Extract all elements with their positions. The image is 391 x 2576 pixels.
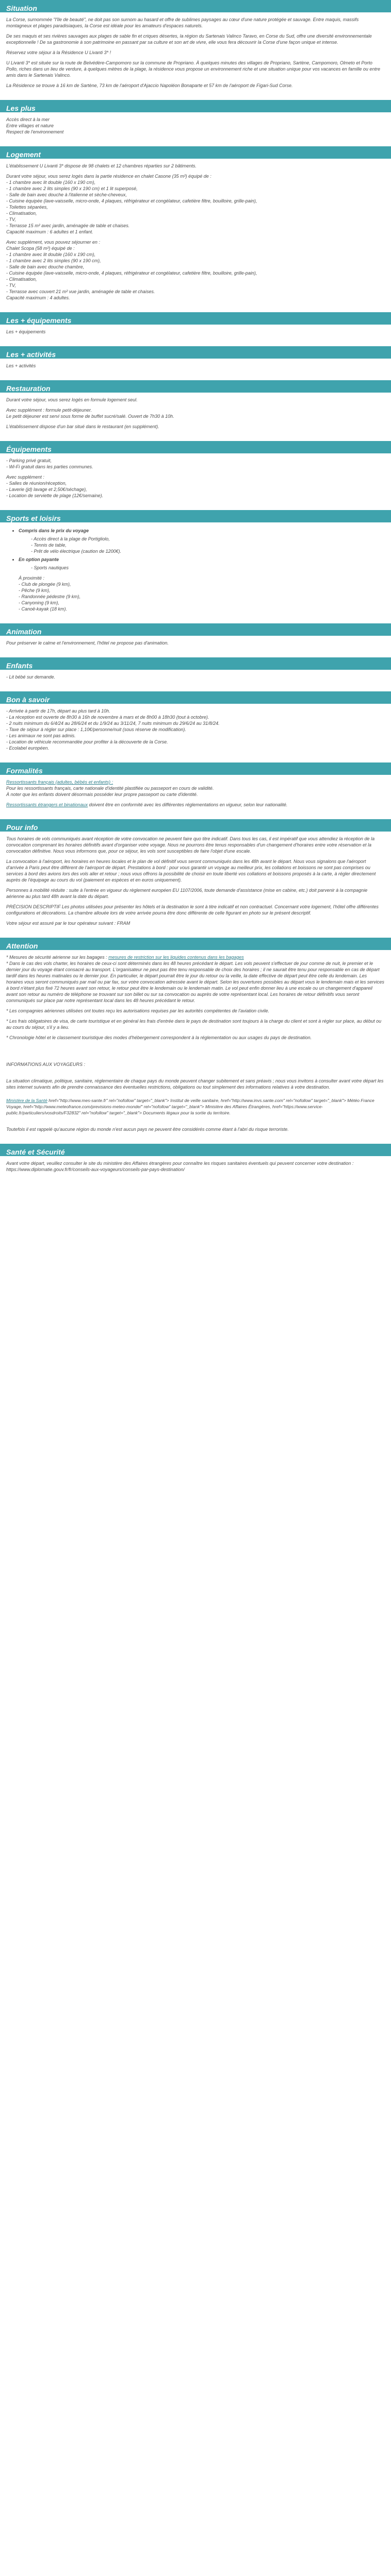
liquids-restriction-link[interactable]: mesures de restriction sur les liquides contenus dans les bagages: [108, 955, 244, 960]
list-item: - TV,: [6, 217, 16, 222]
situation-paragraph: La Corse, surnommée "l'île de beauté", ne doit pas son surnom au hasard et offre de sublimes paysages au cœur d'une nature protégée et sauvage. Entre maquis, massifs montagneux et plages paradisiaques, la Corse est idéale pour les amateurs d'espaces naturels.: [6, 17, 359, 28]
list-item: Capacité maximum : 4 adultes.: [6, 295, 70, 300]
logement-scopa-title: Chalet Scopa (58 m²) équipé de :: [6, 246, 75, 251]
section-title-restauration: Restauration: [0, 380, 391, 393]
section-bon-a-savoir: [0, 691, 391, 762]
list-item: - Arrivée à partir de 17h, départ au plus tard à 10h.: [6, 708, 110, 714]
activites-plus-text: Les + activités: [6, 363, 36, 368]
section-formalites: [0, 762, 391, 819]
list-item: - Terrasse avec couvert 21 m² vue jardin, aménagée de table et chaises.: [6, 289, 155, 294]
list-item: - Cuisine équipée (lave-vaisselle, micro-onde, 4 plaques, réfrigérateur et congélateur, cafetière filtre, bouilloire, grille-pain),: [6, 270, 257, 276]
logement-casone-list: [6, 179, 385, 235]
section-title-equipements: Équipements: [0, 441, 391, 453]
attention-paragraph: * Les compagnies aériennes utilisées ont toutes reçu les autorisations requises par les autorités compétentes de l'aviation civile.: [6, 1008, 269, 1013]
section-animation: [0, 623, 391, 657]
restauration-paragraph: Avec supplément : formule petit-déjeuner.: [6, 408, 92, 413]
section-pour-info: [0, 819, 391, 938]
section-restauration: [0, 380, 391, 441]
formalites-paragraph: Pour les ressortissants français, carte nationale d'identité plastifiée ou passeport en cours de validité.: [6, 786, 214, 791]
list-item: - Climatisation,: [6, 277, 37, 282]
attention-paragraph: Toutefois il est rappelé qu'aucune région du monde n'est aucun pays ne peuvent être considérés comme étant à l'abri du risque terroriste.: [6, 1127, 289, 1132]
situation-paragraph: De ses maquis et ses rivières sauvages aux plages de sable fin et criques désertes, la région du Sartenais Valinco Taravo, en Corse du Sud, offre une diversité environnementale exceptionnelle ! De sa gastronomie à son patrimoine en passant par sa culture et son art de vivre, elle vous fera découvrir la Corse d'une façon unique et intense.: [6, 33, 372, 45]
section-logement: [0, 146, 391, 312]
list-item: - Ecolabel européen.: [6, 745, 50, 751]
sports-group-paid: [19, 556, 385, 571]
logement-scopa-list: [6, 251, 385, 301]
travellers-info-title: INFORMATIONS AUX VOYAGEURS :: [6, 1062, 86, 1067]
plus-item: Entre villages et nature: [6, 123, 54, 128]
list-item: - Salles de réunion/réception,: [6, 481, 67, 486]
section-title-sante: Santé et Sécurité: [0, 1144, 391, 1156]
section-title-plus: Les plus: [0, 100, 391, 112]
list-item: - Laverie (jd) lavage et 2,50€/séchage),: [6, 487, 87, 492]
list-item: - Climatisation,: [6, 211, 37, 216]
list-item: Capacité maximum : 6 adultes et 1 enfant.: [6, 229, 93, 234]
sports-groups: [6, 528, 385, 571]
list-item: - TV,: [6, 283, 16, 288]
logement-casone-title: Durant votre séjour, vous serez logés dans la partie résidence en chalet Casone (35 m²) équipé de :: [6, 174, 211, 179]
section-plus: [0, 100, 391, 146]
situation-paragraph: La Résidence se trouve à 16 km de Sartène, 73 km de l'aéroport d'Ajaccio Napoléon Bonaparte et 57 km de l'aéroport de Figari-Sud Corse.: [6, 83, 293, 88]
section-title-equipements-plus: Les + équipements: [0, 312, 391, 325]
product-description-page: [0, 0, 391, 1184]
list-item: - Pêche (9 km),: [19, 588, 51, 593]
section-title-info: Pour info: [0, 819, 391, 832]
section-activites-plus: [0, 346, 391, 380]
formalites-foreign-link[interactable]: Ressortissants étrangers et binationaux: [6, 802, 88, 807]
list-item: - Salle de bain avec douche à l'italienne et sèche-cheveux,: [6, 192, 127, 197]
animation-text: Pour préserver le calme et l'environnement, l'hôtel ne propose pas d'animation.: [6, 640, 169, 646]
plus-item: Accès direct à la mer: [6, 117, 50, 122]
plus-item: Respect de l'environnement: [6, 129, 64, 134]
list-item: - 1 chambre avec lit double (160 x 190 cm),: [6, 252, 96, 257]
sports-group-title: Compris dans le prix du voyage: [19, 528, 89, 533]
section-enfants: [0, 657, 391, 691]
logement-intro: L'établissement U Livanti 3* dispose de 98 chalets et 12 chambres réparties sur 2 bâtiments.: [6, 163, 197, 168]
restauration-paragraph: Le petit déjeuner est servi sous forme de buffet sucré/salé. Ouvert de 7h30 à 10h.: [6, 414, 174, 419]
ministry-health-link[interactable]: Ministère de la Santé: [6, 1098, 47, 1103]
list-item: - Tennis de table,: [31, 543, 67, 548]
attention-paragraph: * Mesures de sécurité aérienne sur les bagages :: [6, 955, 107, 960]
list-item: - Cuisine équipée (lave-vaisselle, micro-onde, 4 plaques, réfrigérateur et congélateur, cafetière filtre, bouilloire, grille-pain),: [6, 198, 257, 204]
list-item: - Terrasse 15 m² avec jardin, aménagée de table et chaises.: [6, 223, 130, 228]
section-title-formalites: Formalités: [0, 762, 391, 775]
section-attention: [0, 938, 391, 1144]
section-sports-loisirs: [0, 510, 391, 623]
list-item: - Sports nautiques: [31, 565, 69, 570]
info-operator: Votre séjour est assuré par le tour opérateur suivant : FRAM: [6, 921, 131, 926]
equipements-plus-text: Les + équipements: [6, 329, 46, 334]
attention-paragraph: * Les frais obligatoires de visa, de carte touristique et en général les frais d'entrée dans le pays de destination sont toujours à la charge du client et sont à régler sur place, au début ou au cours du séjour, s'il y a lieu.: [6, 1019, 382, 1030]
section-title-activites-plus: Les + activités: [0, 346, 391, 359]
list-item: - Location de véhicule recommandée pour profiter à la découverte de la Corse.: [6, 739, 168, 744]
section-sante-securite: [0, 1144, 391, 1184]
list-item: - Wi-Fi gratuit dans les parties communes.: [6, 464, 93, 469]
section-title-situation: Situation: [0, 0, 391, 12]
restauration-paragraph: Durant votre séjour, vous serez logés en formule logement seul.: [6, 397, 138, 402]
situation-paragraph: Réservez votre séjour à la Résidence U Livanti 3* !: [6, 50, 111, 55]
formalites-paragraph: doivent être en conformité avec les différentes réglementations en vigueur, selon leur nationalité.: [89, 802, 288, 807]
situation-paragraph: U Livanti 3* est située sur la route de Belvédère-Campomoro sur la commune de Propriano. À quelques minutes des villages de Propriano, Sartène, Campomoro, Olmeto et Porto Pollo, riches dans un lieu de verdure, à quelques mètres de la plage, la résidence vous propose un environnement riche et une situation unique pour vos vacances en famille ou entre amis dans le Sartenais Valinco.: [6, 60, 380, 78]
list-item: - La réception est ouverte de 8h30 à 16h de novembre à mars et de 8h00 à 18h30 (tout à octobre).: [6, 715, 209, 720]
list-item: - Taxe de séjour à régler sur place : 1,10€/personne/nuit (sous réserve de modification).: [6, 727, 186, 732]
list-item: - Toilettes séparées,: [6, 205, 48, 210]
section-equipements: [0, 441, 391, 510]
equipements-supplement: Avec supplément :: [6, 474, 44, 480]
list-item: - Accès direct à la plage de Portigliolo,: [31, 536, 110, 541]
list-item: - 1 chambre avec 2 lits simples (90 x 190 cm),: [6, 258, 101, 263]
list-item: - Prêt de vélo électrique (caution de 1200€).: [31, 549, 122, 554]
attention-paragraph: * Chronologie hôtel et le classement touristique des modes d'hébergement correspondent à la réglementation ou aux usages du pays de destination.: [6, 1035, 312, 1040]
restauration-paragraph: L'établissement dispose d'un bar situé dans le restaurant (en supplément).: [6, 424, 159, 429]
list-item: - Canoë-kayak (18 km).: [19, 606, 68, 612]
list-item: - 2 nuits minimum du 6/4/24 au 28/6/24 et du 1/9/24 au 3/11/24, 7 nuits minimum du 29/6/24 au 31/8/24.: [6, 721, 220, 726]
section-title-sports: Sports et loisirs: [0, 510, 391, 522]
info-paragraph: PRÉCISION DESCRIPTIF Les photos utilisées pour présenter les hôtels et la destination le sont à titre indicatif et non contractuel. Concernant votre logement, l'hôtel offre différentes configurations et décorations. La chambre allouée lors de votre arrivée pourra être donc différente de celle figurant en photo sur le présent descriptif.: [6, 904, 379, 916]
formalites-french-link[interactable]: Ressortissants français (adultes, bébés et enfants) :: [6, 779, 113, 785]
attention-paragraph: * Dans le cas des vols charter, les horaires de ceux-ci sont déterminés dans les 48 heures précédant le départ. Les vols peuvent s'effectuer de jour comme de nuit, le premier et le dernier jour du voyage étant consacré au transport. L'organisateur ne peut pas être tenu responsable de choix des horaires ; il ne saurait être tenu pour responsable en cas de départ tardif dans les heures matinales ou le dernier jour. En particulier, le départ pourrait être le jour du retour ou la veille, la date effective de départ peut être celle du lendemain. Les horaires vous seront communiqués par mail ou par fax, sur votre convocation adressée avant le départ. Selon les ouvertures possibles au départ vous le lendemain mais et les services à bord n'étant plus fixé 72 heures avant son retour, le retour peut être le lendemain ou le lendemain matin. Le vol peut enfin donner lieu à une escale ou un changement d'appareil avant son retour au numéro de téléphone se trouvant sur son billet ou sur sa convocation ou auprès de votre représentant local. Les horaires de retour définitifs vous seront communiqués sur place par notre représentant local dans les 48 heures précédant le retour.: [6, 961, 384, 1003]
list-item: - 1 chambre avec lit double (160 x 190 cm),: [6, 180, 96, 185]
attention-paragraph: La situation climatique, politique, sanitaire, réglementaire de chaque pays du monde peuvent changer subitement et sans préavis ; nous vous invitons à consulter avant votre départ les sites internet suivants afin de prendre connaissance des éventuelles restrictions, obligations ou tout simplement des informations relatives à votre destination.: [6, 1078, 384, 1090]
sports-group-title: En option payante: [19, 557, 59, 562]
list-item: - Randonnée pédestre (9 km),: [19, 594, 81, 599]
section-title-logement: Logement: [0, 146, 391, 159]
list-item: - Les animaux ne sont pas admis.: [6, 733, 76, 738]
list-item: - 1 chambre avec 2 lits simples (90 x 190 cm) et 1 lit superposé,: [6, 186, 138, 191]
logement-supplement-intro: Avec supplément, vous pouvez séjourner en :: [6, 240, 100, 245]
list-item: - Club de plongée (9 km),: [19, 582, 71, 587]
section-equipements-plus: [0, 312, 391, 346]
info-paragraph: Tous horaires de vols communiqués avant réception de votre convocation ne peuvent faire quo titre indicatif. Dans tous les cas, il est impératif que vous attendiez la réception de la convocation comprenant les horaires définitifs avant d'organiser votre voyage. Nous ne pourrons être tenus responsables d'un changement d'horaires entre votre réservation et la convocation définitive. Nous vous informons que, pour ce séjour, les vols sont susceptibles de faire l'objet d'une escale.: [6, 836, 375, 854]
sante-text: Avant votre départ, veuillez consulter le site du ministère des Affaires étrangères pour connaître les risques sanitaires éventuels qui peuvent concerner votre destination : https://www.diplomatie.gouv.fr/fr/conseils-aux-voyageurs/conseils-par-pays-destination/: [6, 1161, 354, 1172]
formalites-paragraph: À noter que les enfants doivent désormais posséder leur propre passeport ou carte d'identité.: [6, 792, 198, 797]
section-title-enfants: Enfants: [0, 657, 391, 670]
list-item: - Canyoning (9 km),: [19, 600, 60, 605]
section-situation: [0, 0, 391, 100]
sports-proximity-title: À proximité :: [19, 575, 45, 581]
list-item: - Salle de bain avec douche chambre,: [6, 264, 85, 269]
info-paragraph: Personnes à mobilité réduite : suite à l'entrée en vigueur du règlement européen EU 1107/2006, toute demande d'assistance (mise en cabine, etc.) doit parvenir à la compagnie aérienne au plus tard 48h avant la date du départ.: [6, 888, 368, 899]
list-item: - Parking privé gratuit,: [6, 458, 52, 463]
sports-group-included: [19, 528, 385, 554]
attention-links-text: href="http://www.mes-sante.fr" rel="nofollow" target="_blank"> Institut de veille sanitaire, href="http://www.invs.sante.com" rel="nofollow" target="_blank"> Météo France Voyage, href="http://www.meteofrance.com/previsions-meteo-monde/" rel="nofollow" target="_blank"> Ministère des Affaires Étrangères, href="https://www.service-public.fr/particuliers/vosdroits/F32832" rel="nofollow" target="_blank"> Documents légaux pour la sortie du territoire.: [6, 1098, 374, 1115]
list-item: - Location de serviette de plage (12€/semaine).: [6, 493, 104, 498]
section-title-animation: Animation: [0, 623, 391, 636]
section-title-attention: Attention: [0, 938, 391, 950]
info-paragraph: La convocation à l'aéroport, les horaires en heures locales et le plan de vol définitif vous seront communiqués dans les 48h avant le départ. Nous vous signalons que l'aéroport d'arrivée à Paris peut être différent de l'aéroport de départ. Prestations à bord : pour vous garantir un voyage au meilleur prix, les collations et boissons ne sont pas comprises ou services à bord des avions lors des vols aller et retour ; nous vous offrons la possibilité de choisir en toute liberté vos collations et boissons proposés à la carte, à régler directement auprès de l'équipage au cours du vol (paiement en espèces et en euros uniquement).: [6, 859, 376, 883]
enfants-text: - Lit bébé sur demande.: [6, 674, 56, 680]
section-title-bon-a-savoir: Bon à savoir: [0, 691, 391, 704]
